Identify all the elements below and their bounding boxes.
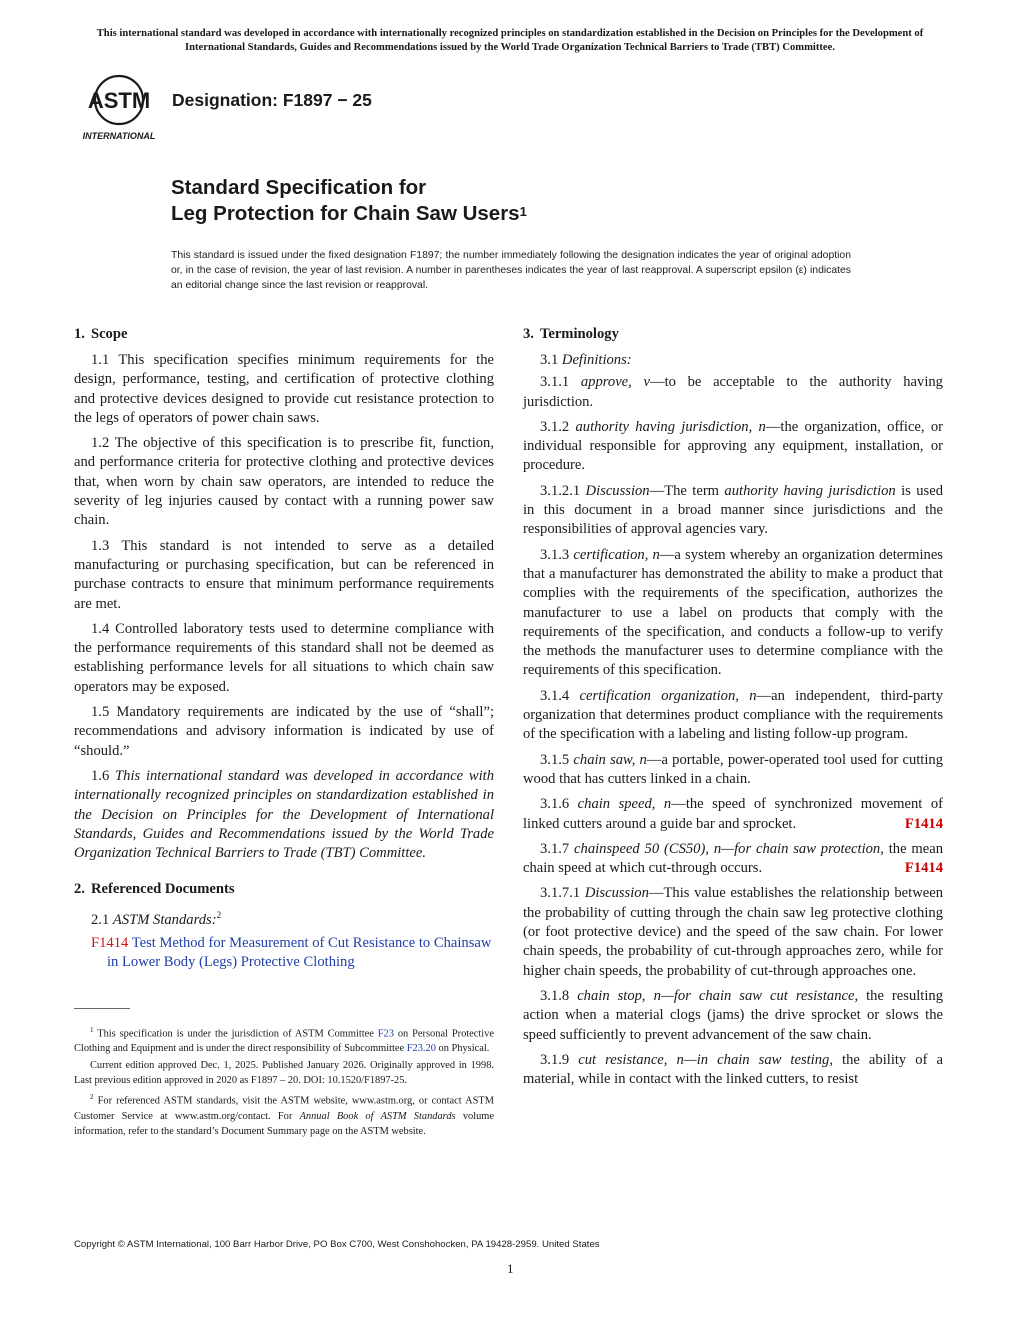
footnote-divider [74, 1008, 130, 1009]
right-column [523, 324, 943, 1095]
title-line-1: Standard Specification for [171, 176, 427, 199]
para-1-6: 1.6 This international standard was developed in accordance with internationally recognized principles on standardization established in the Decision on Principles for the Development of International Standards, Guides and Recommendations issued by the World Trade Organization Technical Barriers to Trade (TBT) Committee. [74, 767, 495, 862]
term-3-1-2: 3.1.2 authority having jurisdiction, n—the organization, office, or individual responsible for approving any equipment, installation, or procedure. [523, 418, 944, 474]
section-heading-terminology: 3. Terminology [523, 326, 619, 342]
document-title [171, 175, 527, 227]
copyright-line: Copyright © ASTM International, 100 Barr Harbor Drive, PO Box C700, West Conshohocken, PA 19428-2959. United States [74, 1239, 600, 1250]
reference-f1414[interactable] [74, 934, 494, 973]
logo-international: INTERNATIONAL [82, 131, 156, 141]
term-3-1-4: 3.1.4 certification organization, n—an independent, third-party organization that determines product compliance with the requirements of the specification with a labeling and listing follow-up program. [523, 687, 943, 743]
para-1-2: 1.2 The objective of this specification is to prescribe fit, function, and performance criteria for protective clothing and protective devices that, when worn by chain saw operators, are intended to reduce the severity of leg injuries caused by contact with a running power saw chain. [74, 435, 494, 529]
subcommittee-link[interactable]: F23.20 [406, 1043, 436, 1055]
logo-letters: ASTM [87, 88, 151, 113]
committee-link[interactable]: F23 [377, 1028, 394, 1040]
footnote-edition: Current edition approved Dec. 1, 2025. Published January 2026. Originally approved in 1998. Last previous edition approved in 2020 as F1897 – 20. DOI: 10.1520/F1897-25. [74, 1060, 494, 1087]
reference-code[interactable]: F1414 [91, 934, 129, 951]
designation: Designation: F1897 − 25 [172, 90, 372, 110]
astm-logo-mark [76, 72, 162, 142]
footnote-1: $^1$ This specification is under the jurisdiction of ASTM Committee F23 on Personal Protective Clothing and Equipment and is under the direct responsibility of Subcommittee F23.20 on Physical. [74, 1026, 494, 1055]
para-1-1: 1.1 This specification specifies minimum requirements for the design, performance, testing, and certification of protective clothing and protective devices designed to provide cut resistance protection to the legs of operators of power chain saws. [74, 352, 494, 426]
footnotes [74, 1023, 494, 1141]
term-3-1-7: 3.1.7 chainspeed 50 (CS50), n—for chain saw protection, the mean chain speed at which cut-through occurs. F1414 [523, 840, 943, 879]
term-3-1-7-1: 3.1.7.1 Discussion—This value establishes the relationship between the probability of cutting through the chain saw leg protective clothing (or foot protective device) and the speed of the saw chain. For lower chain speeds, the probability of cut-through approaches zero, while for higher chain speeds, the probability of cut-through approaches one. [523, 885, 943, 979]
term-3-1-3: 3.1.3 certification, n—a system whereby an organization determines that a manufacturer has demonstrated the ability to make a product that complies with the requirements of the specification, authorizes the manufacturer to use a label on products that comply with the requirements of the specification, and conducts a follow-up to verify the methods the manufacturer uses to determine compliance with the requirements of this specification. [523, 546, 943, 679]
term-3-1-1: 3.1.1 approve, v—to be acceptable to the authority having jurisdiction. [523, 374, 943, 410]
section-heading-referenced: 2. Referenced Documents [74, 881, 235, 898]
section-heading-scope: 1. Scope [74, 326, 128, 342]
left-column [74, 324, 494, 972]
term-3-1-7-source[interactable]: F1414 [904, 860, 943, 877]
astm-logo [76, 72, 162, 142]
title-line-2 [171, 201, 527, 227]
term-3-1-9: 3.1.9 cut resistance, n—in chain saw testing, the ability of a material, while in contact with the linked cutters, to resist [523, 1051, 943, 1088]
para-1-4: 1.4 Controlled laboratory tests used to determine compliance with the performance requirements of this standard shall not be deemed as establishing performance levels for all situations to which chain saw operators may be exposed. [74, 620, 494, 695]
term-3-1-2-1: 3.1.2.1 Discussion—The term authority having jurisdiction is used in this document in a broad manner since jurisdictions and the responsibilities of approval agencies vary. [523, 482, 944, 538]
term-3-1-8: 3.1.8 chain stop, n—for chain saw cut resistance, the resulting action when a material clogs (jams) the drive sprocket or slows the speed sufficiently to prevent advancement of the saw chain. [523, 987, 943, 1043]
para-2-1: 2.1 ASTM Standards:$^2$ [91, 910, 222, 929]
reference-title-link[interactable]: Test Method for Measurement of Cut Resistance to Chainsaw in Lower Body (Legs) Protective Clothing [107, 934, 492, 970]
term-3-1-6: 3.1.6 chain speed, n—the speed of synchronized movement of linked cutters around a guide bar and sprocket. F1414 [523, 795, 943, 834]
para-1-5: 1.5 Mandatory requirements are indicated by the use of “shall”; recommendations and advisory information is indicated by use of “should.” [74, 704, 494, 759]
issue-note: This standard is issued under the fixed designation F1897; the number immediately following the designation indicates the year of original adoption or, in the case of revision, the year of last revision. A number in parentheses indicates the year of last reapproval. A superscript epsilon (ε) indicates an editorial change since the last revision or reapproval. [171, 250, 851, 291]
term-3-1-6-source[interactable]: F1414 [904, 815, 943, 832]
para-3-1: 3.1 Definitions: [540, 352, 632, 368]
standardization-notice: This international standard was developed in accordance with internationally recognized principles on standardization established in the Decision on Principles for the Development of International Standards, Guides and Recommendations issued by the World Trade Organization Technical Barriers to Trade (TBT) Committee. [96, 28, 924, 53]
para-1-3: 1.3 This standard is not intended to serve as a detailed manufacturing or purchasing specification, but can be referenced in purchase contracts to ensure that minimum performance requirements are met. [74, 537, 494, 612]
title-main: Leg Protection for Chain Saw Users [171, 202, 520, 225]
term-3-1-5: 3.1.5 chain saw, n—a portable, power-operated tool used for cutting wood that has cutters linked in a chain. [523, 751, 943, 787]
footnote-2: $^2$ For referenced ASTM standards, visit the ASTM website, www.astm.org, or contact ASTM Customer Service at www.astm.org/contact. For Annual Book of ASTM Standards volume information, refer to the standard’s Document Summary page on the ASTM website. [74, 1093, 494, 1137]
page-number: 1 [507, 1261, 514, 1276]
title-footnote-mark: 1 [519, 204, 527, 219]
